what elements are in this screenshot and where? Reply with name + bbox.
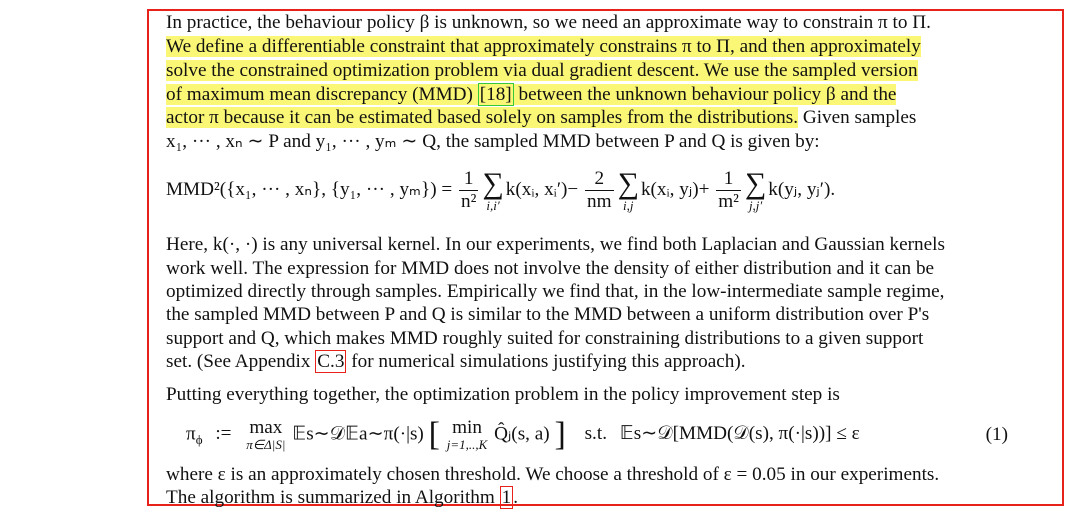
eq-pi: π xyxy=(186,423,196,445)
eq-lhs: MMD²({x₁, ··· , xₙ}, {y₁, ··· , yₘ}) = xyxy=(166,178,453,200)
highlighted-text: between the unknown behaviour policy β and the xyxy=(513,84,897,105)
fraction-3 xyxy=(716,168,741,213)
eq-pi-sub: ϕ xyxy=(195,432,203,448)
highlighted-text: actor π because it can be estimated based solely on samples from the distributions. xyxy=(166,107,799,128)
p1-line4 xyxy=(166,83,1006,107)
p2-line4: the sampled MMD between P and Q is similar to the MMD between a uniform distribution over P's xyxy=(166,304,930,325)
eq-term-1: k(xᵢ, xᵢ′)− xyxy=(505,178,579,200)
left-bracket: [ xyxy=(428,416,440,453)
equation-number: (1) xyxy=(985,424,1008,445)
sum-subscript: i,j xyxy=(623,197,634,213)
highlighted-text: We define a differentiable constraint that approximately constrains π to Π, and then approximately xyxy=(166,36,921,57)
min-label: min xyxy=(452,417,482,438)
p4-line2 xyxy=(166,486,1006,510)
eq-term-2: k(xᵢ, yⱼ)+ xyxy=(640,178,710,200)
eq-constraint: 𝔼s∼𝒟[MMD(𝒟(s), π(·|s))] ≤ ε xyxy=(619,423,860,445)
p2-line5: support and Q, which makes MMD roughly suited for constraining distributions to a given support xyxy=(166,328,924,349)
p3-line1: Putting everything together, the optimization problem in the policy improvement step is xyxy=(166,384,840,405)
frac-numerator: 2 xyxy=(585,168,614,191)
plain-text: . xyxy=(513,487,518,508)
plain-text: The algorithm is summarized in Algorithm xyxy=(166,487,500,508)
frac-denominator: nm xyxy=(587,191,612,212)
highlighted-text: solve the constrained optimization problem via dual gradient descent. We use the sampled version xyxy=(166,60,918,81)
sum-subscript: i,i′ xyxy=(486,197,500,213)
algorithm-link-1[interactable]: 1 xyxy=(501,487,512,508)
appendix-link-c3[interactable]: C.3 xyxy=(317,351,345,372)
fraction-1 xyxy=(459,168,478,213)
p1-line6: x₁, ··· , xₙ ∼ P and y₁, ··· , yₘ ∼ Q, the sampled MMD between P and Q is given by: xyxy=(166,131,820,152)
p2-line1: Here, k(·, ·) is any universal kernel. In our experiments, we find both Laplacian and Gaussian kernels xyxy=(166,234,945,255)
min-operator xyxy=(447,418,488,452)
eq-expectation: 𝔼s∼𝒟𝔼a∼π(·|s) xyxy=(292,423,424,445)
frac-denominator: m² xyxy=(718,191,739,212)
citation-link-18[interactable]: [18] xyxy=(479,84,512,105)
p1-line1: In practice, the behaviour policy β is unknown, so we need an approximate way to constrain π to Π. xyxy=(166,12,931,33)
mmd-equation xyxy=(166,168,835,213)
max-subscript: π∈Δ|S| xyxy=(246,437,286,452)
frac-numerator: 1 xyxy=(716,168,741,191)
policy-equation xyxy=(186,416,1016,454)
eq-st: s.t. xyxy=(584,423,607,445)
p2-line6 xyxy=(166,350,1006,374)
eq-assign: := xyxy=(215,423,232,445)
right-bracket: ] xyxy=(554,416,566,453)
p1-line3 xyxy=(166,59,1006,83)
p1-line2 xyxy=(166,35,1006,59)
plain-text: for numerical simulations justifying this approach). xyxy=(346,351,746,372)
max-operator xyxy=(246,418,285,452)
max-label: max xyxy=(249,417,283,438)
frac-denominator: n² xyxy=(461,191,477,212)
frac-numerator: 1 xyxy=(459,168,478,191)
highlighted-text: of maximum mean discrepancy (MMD) xyxy=(166,84,478,105)
min-subscript: j=1,..,K xyxy=(446,437,488,452)
fraction-2 xyxy=(585,168,614,213)
eq-qhat: Q̂ⱼ(s, a) xyxy=(494,423,550,445)
sum-symbol-2: ∑ i,j xyxy=(617,166,639,213)
sum-symbol-3: ∑ j,j′ xyxy=(744,166,767,213)
eq-term-3: k(yⱼ, yⱼ′). xyxy=(768,178,836,200)
sum-symbol-1: ∑ i,i′ xyxy=(482,166,504,213)
p1-line5 xyxy=(166,106,1006,130)
plain-text: set. (See Appendix xyxy=(166,351,316,372)
sum-subscript: j,j′ xyxy=(748,197,763,213)
p4-line1: where ε is an approximately chosen threshold. We choose a threshold of ε = 0.05 in our experiments. xyxy=(166,464,940,485)
plain-text: Given samples xyxy=(798,107,917,128)
p2-line2: work well. The expression for MMD does not involve the density of either distribution and it can be xyxy=(166,258,935,279)
p2-line3: optimized directly through samples. Empirically we find that, in the low-intermediate sample regime, xyxy=(166,281,945,302)
